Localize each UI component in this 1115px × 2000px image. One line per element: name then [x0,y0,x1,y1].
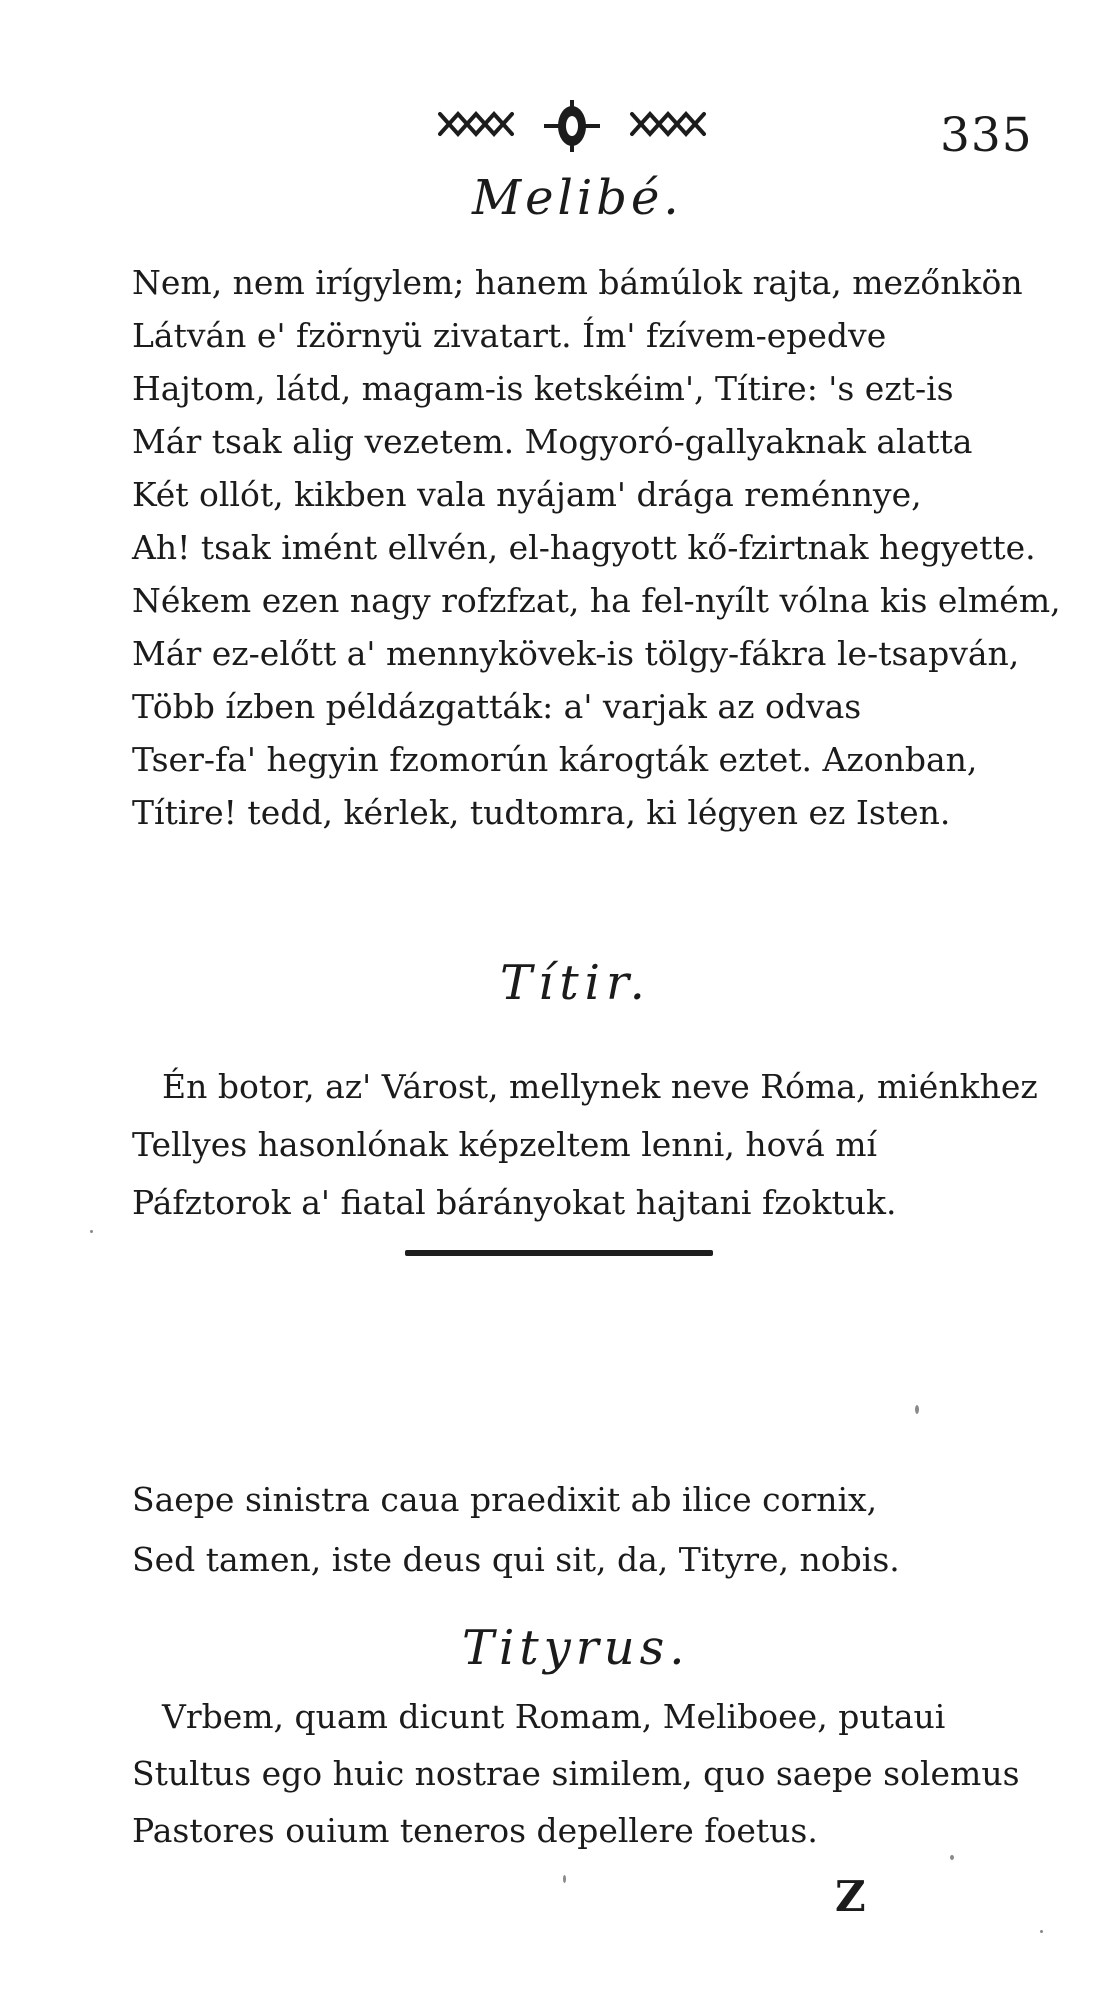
verse-line: Páfztorok a' fiatal bárányokat hajtani fzoktuk. [132,1183,897,1222]
melibe-verse [132,256,1061,839]
paper-speck [950,1855,954,1860]
verse-line: Már tsak alig vezetem. Mogyoró-gallyaknak alatta [132,422,973,461]
verse-line: Sed tamen, iste deus qui sit, da, Tityre, nobis. [132,1540,900,1579]
verse-line: Saepe sinistra caua praedixit ab ilice cornix, [132,1480,878,1519]
tityrus-verse [132,1688,1032,1859]
verse-line: Látván e' fzörnyü zivatart. Ím' fzívem-epedve [132,316,887,355]
verse-line: Tellyes hasonlónak képzeltem lenni, hová mí [132,1125,878,1164]
paper-speck [563,1875,566,1883]
latin-melibe-verse [132,1470,1032,1590]
section-divider-rule [405,1250,713,1256]
verse-line: Stultus ego huic nostrae similem, quo saepe solemus [132,1754,1020,1793]
verse-line: Már ez-előtt a' mennykövek-is tölgy-fákra le-tsapván, [132,634,1020,673]
paper-speck [90,1230,93,1233]
verse-line: Ah! tsak imént ellvén, el-hagyott kő-fzirtnak hegyette. [132,528,1036,567]
printer-ornament-icon [436,100,708,152]
paper-speck [1040,1930,1043,1933]
verse-line: Hajtom, látd, magam-is ketskéim', Títire: 's ezt-is [132,369,954,408]
verse-line: Több ízben példázgatták: a' varjak az odvas [132,687,862,726]
titir-verse [132,1058,1038,1232]
page-number: 335 [940,108,1033,163]
verse-line: Nékem ezen nagy rofzfzat, ha fel-nyílt vólna kis elmém, [132,581,1061,620]
paper-speck [915,1405,919,1414]
verse-line: Két ollót, kikben vala nyájam' drága reménnye, [132,475,922,514]
verse-line: Én botor, az' Várost, mellynek neve Róma, miénkhez [162,1067,1038,1106]
speaker-titir: Títir. [500,955,651,1011]
verse-line: Nem, nem irígylem; hanem bámúlok rajta, mezőnkön [132,263,1023,302]
verse-line: Tser-fa' hegyin fzomorún károgták eztet. Azonban, [132,740,978,779]
verse-line: Títire! tedd, kérlek, tudtomra, ki légyen ez Isten. [132,793,951,832]
speaker-tityrus: Tityrus. [462,1620,690,1676]
speaker-melibe: Melibé. [472,170,683,226]
verse-line: Vrbem, quam dicunt Romam, Meliboee, putaui [162,1697,946,1736]
verse-line: Pastores ouium teneros depellere foetus. [132,1811,818,1850]
catchword-signature: Z [835,1872,866,1921]
